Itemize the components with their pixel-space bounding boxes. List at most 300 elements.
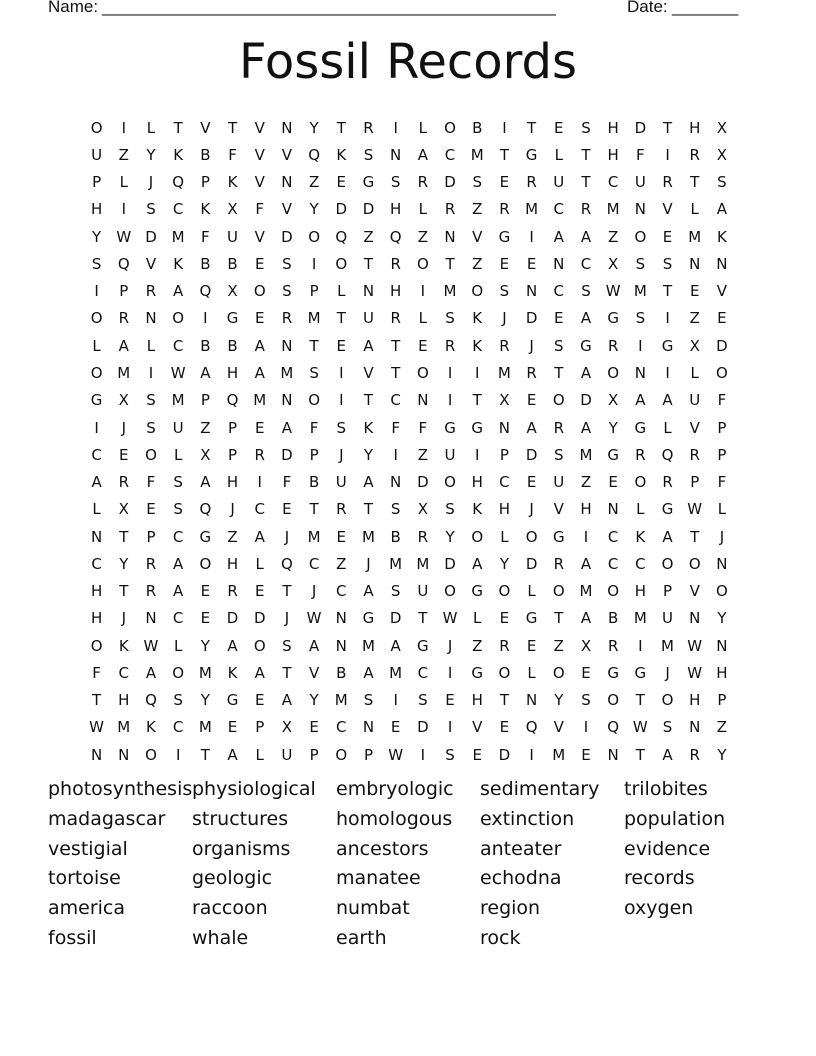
grid-letter: R [689, 445, 700, 464]
grid-letter: A [662, 527, 673, 546]
word-bank-item: evidence [624, 837, 711, 860]
word-bank-item: photosynthesis [48, 778, 193, 800]
grid-letter: H [498, 500, 511, 519]
grid-row [83, 359, 743, 386]
word-bank-item: fossil [48, 926, 97, 949]
grid-letter: T [336, 309, 346, 328]
grid-letter: S [173, 500, 183, 519]
grid-letter: T [662, 282, 673, 301]
grid-letter: L [418, 309, 428, 328]
grid-letter: N [525, 282, 538, 301]
grid-letter: U [662, 609, 674, 628]
grid-letter: N [145, 309, 157, 328]
grid-row [83, 223, 743, 250]
grid-row [83, 496, 743, 523]
word-bank-item: numbat [336, 897, 410, 920]
grid-letter: T [173, 118, 183, 137]
grid-letter: I [447, 663, 453, 682]
grid-letter: E [472, 745, 482, 764]
grid-letter: A [227, 636, 238, 655]
grid-letter: L [527, 663, 536, 682]
grid-letter: D [580, 391, 592, 410]
grid-letter: N [390, 473, 402, 492]
grid-letter: I [475, 445, 480, 464]
grid-row [83, 550, 743, 577]
grid-row [83, 714, 743, 741]
grid-letter: T [391, 336, 401, 355]
grid-letter: O [716, 582, 728, 601]
grid-letter: O [444, 582, 456, 601]
grid-row [83, 578, 743, 605]
word-bank-item: extinction [480, 807, 575, 830]
grid-letter: R [689, 145, 700, 164]
date-label: Date: [627, 0, 668, 16]
grid-letter: S [282, 282, 292, 301]
grid-letter: M [606, 200, 620, 219]
grid-letter: D [444, 173, 456, 192]
grid-letter: L [92, 336, 101, 355]
grid-letter: S [581, 118, 591, 137]
grid-letter: Q [117, 254, 130, 273]
grid-letter: G [471, 418, 484, 437]
grid-letter: S [336, 418, 347, 437]
grid-letter: V [254, 227, 265, 246]
grid-row [83, 141, 743, 168]
grid-letter: Q [281, 554, 293, 573]
grid-letter: I [94, 418, 99, 437]
grid-letter: S [282, 254, 292, 273]
grid-letter: W [605, 282, 621, 301]
grid-row [83, 332, 743, 359]
grid-letter: R [336, 500, 347, 519]
grid-letter: O [145, 445, 157, 464]
grid-letter: R [662, 173, 673, 192]
grid-row [83, 114, 743, 141]
grid-letter: O [199, 554, 212, 573]
grid-letter: O [607, 364, 620, 383]
grid-letter: P [200, 391, 210, 410]
grid-letter: E [254, 582, 265, 601]
grid-letter: M [361, 527, 375, 546]
grid-letter: H [90, 609, 103, 628]
grid-letter: S [390, 173, 401, 192]
grid-letter: T [282, 582, 292, 601]
grid-letter: S [472, 173, 482, 192]
grid-letter: T [499, 145, 509, 164]
grid-letter: N [90, 527, 103, 546]
grid-letter: N [362, 282, 375, 301]
grid-letter: C [499, 473, 510, 492]
grid-letter: C [91, 445, 102, 464]
grid-letter: T [499, 691, 509, 710]
grid-letter: F [418, 418, 428, 437]
grid-letter: T [282, 663, 292, 682]
grid-letter: T [363, 391, 374, 410]
grid-letter: M [171, 391, 185, 410]
grid-letter: Z [553, 636, 564, 655]
grid-letter: V [281, 145, 293, 164]
grid-letter: U [362, 309, 374, 328]
grid-letter: K [200, 200, 211, 219]
grid-letter: M [579, 582, 593, 601]
grid-letter: L [119, 173, 128, 192]
grid-letter: S [146, 391, 156, 410]
grid-letter: Y [146, 145, 156, 164]
grid-letter: S [635, 309, 646, 328]
grid-letter: O [172, 663, 185, 682]
grid-letter: R [227, 582, 238, 601]
grid-letter: J [284, 609, 290, 628]
grid-letter: Y [499, 554, 509, 573]
grid-letter: G [607, 445, 619, 464]
grid-letter: D [281, 227, 293, 246]
grid-letter: E [499, 173, 510, 192]
grid-letter: K [716, 227, 727, 246]
grid-letter: S [635, 254, 646, 273]
grid-letter: X [608, 254, 619, 273]
grid-letter: C [444, 145, 456, 164]
grid-letter: G [525, 145, 538, 164]
grid-letter: P [92, 173, 102, 192]
grid-letter: Y [200, 636, 210, 655]
grid-letter: O [308, 227, 320, 246]
grid-letter: D [281, 445, 293, 464]
grid-letter: G [226, 691, 239, 710]
grid-letter: T [690, 173, 700, 192]
grid-letter: E [336, 173, 347, 192]
grid-letter: G [199, 527, 212, 546]
grid-letter: A [417, 145, 428, 164]
grid-letter: A [363, 582, 374, 601]
grid-letter: X [499, 391, 510, 410]
grid-letter: J [121, 418, 126, 437]
grid-letter: D [498, 745, 511, 764]
grid-letter: L [418, 118, 428, 137]
grid-letter: A [580, 609, 592, 628]
grid-letter: R [580, 200, 592, 219]
grid-letter: T [635, 691, 645, 710]
grid-letter: F [201, 227, 210, 246]
grid-letter: A [227, 745, 238, 764]
grid-letter: J [339, 445, 344, 464]
grid-letter: O [552, 663, 565, 682]
grid-letter: N [335, 609, 347, 628]
grid-letter: F [92, 663, 101, 682]
date-field[interactable]: _______ [672, 0, 739, 16]
grid-letter: E [200, 609, 211, 628]
grid-letter: Q [525, 718, 538, 737]
name-label: Name: [48, 0, 99, 16]
grid-letter: G [525, 609, 538, 628]
grid-letter: S [91, 254, 102, 273]
grid-letter: T [119, 527, 129, 546]
grid-letter: Z [580, 473, 592, 492]
grid-letter: R [444, 200, 456, 219]
grid-letter: R [145, 582, 157, 601]
grid-letter: L [146, 118, 156, 137]
grid-letter: K [173, 254, 184, 273]
grid-letter: H [634, 582, 646, 601]
grid-row [83, 414, 743, 441]
grid-letter: E [581, 663, 591, 682]
grid-letter: T [119, 582, 129, 601]
grid-letter: A [526, 418, 537, 437]
grid-letter: D [525, 554, 538, 573]
grid-letter: U [444, 445, 456, 464]
grid-letter: E [526, 473, 537, 492]
grid-letter: Q [199, 500, 212, 519]
grid-letter: O [607, 582, 620, 601]
grid-letter: M [117, 364, 131, 383]
grid-letter: F [717, 473, 727, 492]
grid-letter: E [499, 609, 510, 628]
grid-letter: I [665, 145, 670, 164]
grid-letter: Z [608, 227, 619, 246]
grid-letter: I [638, 336, 643, 355]
grid-letter: T [363, 500, 374, 519]
grid-letter: R [254, 445, 265, 464]
grid-letter: S [282, 636, 292, 655]
grid-letter: E [336, 336, 347, 355]
grid-letter: O [688, 554, 701, 573]
grid-letter: F [391, 418, 400, 437]
grid-letter: P [228, 418, 238, 437]
grid-letter: Z [689, 309, 700, 328]
grid-letter: V [472, 718, 483, 737]
grid-letter: Z [417, 227, 428, 246]
grid-letter: C [118, 663, 130, 682]
grid-letter: N [689, 254, 701, 273]
grid-letter: A [390, 636, 401, 655]
grid-letter: P [146, 527, 156, 546]
grid-letter: Z [472, 254, 483, 273]
grid-letter: M [552, 745, 566, 764]
grid-letter: N [498, 418, 511, 437]
grid-letter: R [417, 173, 429, 192]
grid-letter: M [389, 554, 403, 573]
grid-letter: C [172, 200, 184, 219]
grid-letter: H [226, 554, 239, 573]
grid-letter: E [717, 309, 727, 328]
grid-letter: K [227, 173, 238, 192]
grid-letter: T [527, 118, 537, 137]
grid-letter: I [583, 527, 589, 546]
grid-letter: C [254, 500, 265, 519]
grid-letter: R [526, 173, 537, 192]
word-bank [48, 778, 768, 957]
grid-letter: L [636, 500, 645, 519]
grid-letter: S [363, 691, 374, 710]
grid-letter: S [363, 145, 374, 164]
word-bank-item: echodna [480, 867, 562, 890]
word-bank-item: raccoon [192, 897, 268, 920]
grid-letter: T [391, 364, 401, 383]
grid-letter: F [146, 473, 156, 492]
grid-letter: K [472, 500, 483, 519]
grid-letter: G [498, 227, 511, 246]
grid-letter: E [200, 582, 211, 601]
grid-letter: M [307, 309, 321, 328]
grid-letter: L [255, 554, 264, 573]
grid-letter: E [554, 118, 564, 137]
grid-letter: X [200, 445, 211, 464]
grid-letter: Q [607, 718, 620, 737]
grid-letter: W [687, 500, 703, 519]
grid-letter: A [254, 364, 265, 383]
grid-letter: G [471, 582, 484, 601]
grid-letter: L [173, 445, 183, 464]
grid-letter: A [580, 309, 592, 328]
word-bank-item: physiological [192, 778, 316, 800]
grid-letter: S [581, 691, 591, 710]
grid-letter: I [121, 118, 126, 137]
grid-letter: O [90, 309, 103, 328]
grid-letter: T [635, 745, 645, 764]
grid-row [83, 441, 743, 468]
grid-letter: E [526, 636, 537, 655]
grid-letter: R [390, 254, 401, 273]
grid-letter: N [634, 364, 646, 383]
grid-letter: R [553, 418, 564, 437]
grid-row [83, 468, 743, 495]
grid-letter: C [172, 527, 184, 546]
grid-letter: M [633, 282, 647, 301]
grid-letter: O [444, 473, 456, 492]
grid-letter: E [526, 391, 537, 410]
grid-letter: Q [172, 173, 185, 192]
grid-letter: A [200, 364, 211, 383]
grid-letter: P [690, 473, 700, 492]
grid-letter: L [473, 609, 482, 628]
grid-letter: W [116, 227, 132, 246]
grid-row [83, 169, 743, 196]
grid-letter: I [529, 745, 534, 764]
grid-letter: B [227, 336, 238, 355]
grid-letter: S [445, 309, 455, 328]
grid-letter: D [525, 445, 538, 464]
grid-letter: Y [554, 691, 564, 710]
grid-letter: S [173, 473, 183, 492]
word-bank-item: population [624, 807, 726, 830]
name-field[interactable]: ________________________________________________ [102, 0, 556, 16]
grid-letter: I [175, 745, 181, 764]
grid-letter: N [281, 118, 293, 137]
grid-letter: U [227, 227, 239, 246]
grid-letter: J [366, 554, 371, 573]
grid-letter: H [226, 473, 239, 492]
grid-letter: H [471, 473, 483, 492]
grid-letter: X [417, 500, 428, 519]
grid-letter: S [146, 200, 156, 219]
grid-letter: X [716, 118, 728, 137]
grid-letter: K [173, 145, 184, 164]
word-bank-item: region [480, 897, 541, 920]
grid-letter: E [499, 254, 510, 273]
grid-letter: M [361, 636, 375, 655]
grid-letter: T [336, 118, 346, 137]
grid-letter: S [662, 718, 673, 737]
grid-letter: R [499, 200, 510, 219]
grid-letter: R [281, 309, 293, 328]
grid-letter: I [475, 364, 480, 383]
grid-letter: Z [227, 527, 238, 546]
grid-letter: N [281, 336, 293, 355]
grid-letter: H [471, 691, 483, 710]
grid-letter: O [552, 582, 565, 601]
grid-letter: D [362, 200, 375, 219]
grid-letter: N [335, 636, 347, 655]
grid-letter: N [607, 745, 619, 764]
grid-letter: O [90, 364, 103, 383]
grid-letter: X [227, 200, 238, 219]
grid-letter: X [716, 145, 728, 164]
grid-letter: L [717, 500, 727, 519]
grid-row [83, 659, 743, 686]
grid-letter: C [172, 718, 184, 737]
grid-letter: I [311, 254, 317, 273]
grid-letter: N [118, 745, 130, 764]
grid-letter: D [253, 609, 266, 628]
grid-letter: A [580, 554, 592, 573]
grid-letter: I [148, 364, 154, 383]
grid-letter: D [335, 200, 348, 219]
grid-letter: Q [226, 391, 239, 410]
grid-letter: P [717, 445, 727, 464]
grid-letter: O [525, 527, 538, 546]
grid-letter: J [311, 582, 317, 601]
grid-letter: N [553, 254, 565, 273]
grid-letter: W [687, 636, 703, 655]
grid-letter: R [145, 554, 157, 573]
grid-letter: P [309, 282, 319, 301]
grid-letter: P [200, 173, 210, 192]
grid-letter: X [227, 282, 238, 301]
grid-letter: Z [200, 418, 211, 437]
grid-letter: P [309, 445, 319, 464]
grid-letter: A [308, 636, 320, 655]
grid-letter: J [529, 500, 534, 519]
grid-letter: I [339, 391, 344, 410]
word-bank-item: rock [480, 926, 521, 949]
grid-letter: W [170, 364, 186, 383]
grid-letter: B [336, 663, 347, 682]
grid-letter: O [634, 473, 647, 492]
word-bank-item: whale [192, 926, 249, 949]
grid-letter: N [716, 636, 728, 655]
grid-letter: O [716, 364, 728, 383]
grid-letter: P [717, 691, 727, 710]
grid-letter: O [335, 745, 348, 764]
word-bank-item: america [48, 897, 126, 920]
grid-letter: E [689, 282, 700, 301]
grid-letter: R [118, 309, 129, 328]
grid-letter: F [309, 418, 319, 437]
grid-letter: C [635, 554, 646, 573]
grid-letter: X [118, 391, 129, 410]
grid-letter: U [281, 745, 293, 764]
grid-letter: E [309, 718, 319, 737]
grid-letter: C [580, 254, 592, 273]
grid-letter: G [634, 663, 647, 682]
grid-letter: M [171, 227, 185, 246]
grid-letter: Z [716, 718, 728, 737]
grid-letter: Z [308, 173, 320, 192]
grid-letter: E [227, 718, 238, 737]
grid-letter: T [662, 118, 673, 137]
grid-letter: M [525, 200, 539, 219]
grid-letter: R [607, 636, 619, 655]
grid-letter: G [362, 609, 375, 628]
